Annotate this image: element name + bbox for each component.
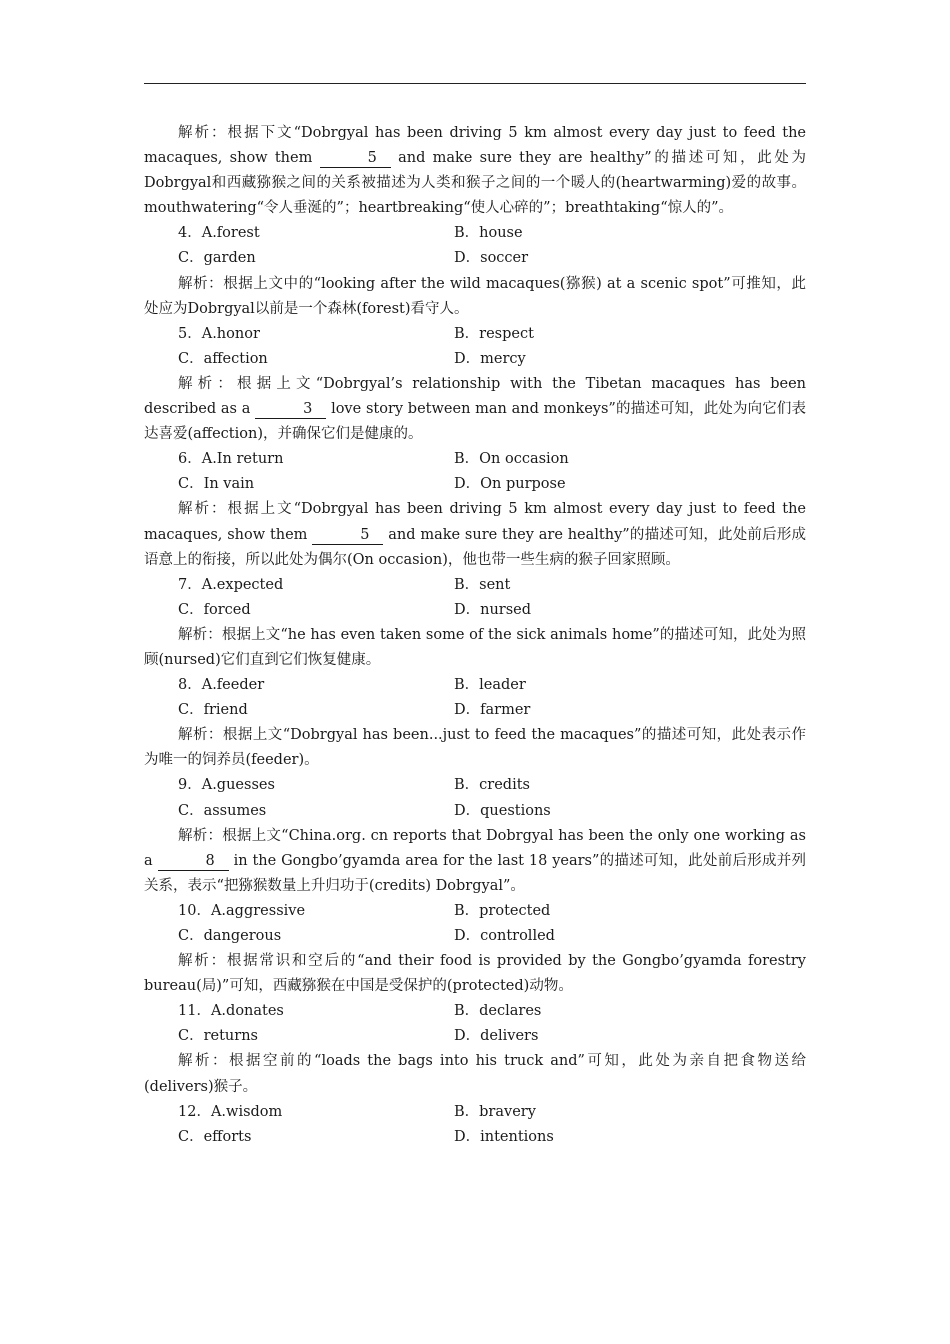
- option-b: B．house: [454, 225, 523, 242]
- options-row: [144, 899, 806, 924]
- option-d: D．controlled: [454, 928, 555, 944]
- option-d: D．On purpose: [454, 476, 566, 493]
- analysis-4: 解析：根据上文中的“looking after the wild macaques(猕猴) at a scenic spot”可推知，此处应为Dobrgyal以前是一个森林(forest)看守人。: [144, 275, 806, 317]
- options-row: [144, 598, 806, 623]
- document-body: [144, 121, 806, 1150]
- option-d: D．nursed: [454, 601, 532, 618]
- options-row: [144, 799, 806, 824]
- header-rule: [144, 83, 806, 84]
- options-row: [144, 221, 806, 246]
- analysis-7: 解析：根据上文“he has even taken some of the sick animals home”的描述可知，此处为照顾(nursed)它们直到它们恢复健康。: [144, 626, 806, 668]
- option-a: 10．A.aggressive: [178, 902, 306, 919]
- option-a: 4．A.forest: [178, 225, 260, 242]
- options-row: [144, 773, 806, 798]
- option-b: B．On occasion: [454, 451, 569, 468]
- option-a: 6．A.In return: [178, 451, 284, 468]
- options-row: [144, 246, 806, 271]
- options-row: [144, 698, 806, 723]
- blank-marker: 5: [320, 149, 391, 168]
- option-b: B．protected: [454, 902, 551, 919]
- option-c: C．affection: [178, 350, 268, 367]
- option-c: C．returns: [178, 1028, 258, 1045]
- option-a: 8．A.feeder: [178, 677, 265, 694]
- option-d: D．farmer: [454, 702, 531, 719]
- options-row: [144, 472, 806, 497]
- blank-marker: 5: [312, 526, 383, 545]
- option-b: B．sent: [454, 576, 511, 593]
- analysis-3: 解析：根据下文“Dobrgyal has been driving 5 km almost every day just to feed the macaques, show them 5 and make sure they are healthy”的描述可知，此处为Dobrgyal和西藏猕猴之间的关系被描述为人类和猴子之间的一个暖人的(heartwarming)爱的故事。mouthwatering“令人垂涎的”；heartbreaking“使人心碎的”；breathtaking“惊人的”。: [144, 125, 807, 217]
- analysis-10: 解析：根据常识和空后的“and their food is provided by the Gongbo’gyamda forestry bureau(局)”可知，西藏猕猴在中国是受保护的(protected)动物。: [144, 953, 806, 995]
- options-row: [144, 1024, 806, 1049]
- blank-marker: 8: [158, 852, 229, 871]
- options-row: [144, 573, 806, 598]
- option-b: B．credits: [454, 777, 530, 794]
- option-c: C．garden: [178, 250, 256, 267]
- analysis-6: 解析：根据上文“Dobrgyal has been driving 5 km almost every day just to feed the macaques, show them 5 and make sure they are healthy”的描述可知，此处前后形成语意上的衔接，所以此处为偶尔(On occasion)，他也带一些生病的猴子回家照顾。: [144, 501, 807, 568]
- options-row: [144, 1100, 806, 1125]
- option-d: D．delivers: [454, 1028, 539, 1045]
- analysis-5: 解析：根据上文“Dobrgyal’s relationship with the Tibetan macaques has been described as a 3 love story between man and monkeys”的描述可知，此处为向它们表达喜爱(affection)，并确保它们是健康的。: [144, 375, 807, 443]
- option-a: 7．A.expected: [178, 576, 284, 593]
- options-row: [144, 322, 806, 347]
- option-a: 9．A.guesses: [178, 777, 275, 794]
- option-b: B．bravery: [454, 1103, 536, 1120]
- blank-marker: 3: [255, 400, 326, 419]
- option-c: C．In vain: [178, 476, 255, 493]
- options-row: [144, 999, 806, 1024]
- option-a: 11．A.donates: [178, 1003, 284, 1020]
- option-c: C．forced: [178, 601, 251, 618]
- option-b: B．respect: [454, 325, 534, 342]
- option-d: D．soccer: [454, 250, 529, 267]
- option-d: D．mercy: [454, 350, 526, 367]
- analysis-11: 解析：根据空前的“loads the bags into his truck and”可知，此处为亲自把食物送给(delivers)猴子。: [144, 1053, 806, 1095]
- options-row: [144, 1125, 806, 1150]
- options-row: [144, 447, 806, 472]
- option-a: 12．A.wisdom: [178, 1103, 283, 1120]
- option-c: C．dangerous: [178, 928, 282, 944]
- analysis-8: 解析：根据上文“Dobrgyal has been...just to feed the macaques”的描述可知，此处表示作为唯一的饲养员(feeder)。: [144, 727, 806, 769]
- option-a: 5．A.honor: [178, 325, 260, 342]
- option-b: B．declares: [454, 1003, 542, 1020]
- option-c: C．friend: [178, 702, 248, 719]
- option-c: C．assumes: [178, 802, 267, 819]
- options-row: [144, 924, 806, 949]
- option-c: C．efforts: [178, 1128, 252, 1145]
- option-b: B．leader: [454, 677, 526, 694]
- analysis-9: 解析：根据上文“China.org. cn reports that Dobrgyal has been the only one working as a 8 in the Gongbo’gyamda area for the last 18 years”的描述可知，此处前后形成并列关系，表示“把猕猴数量上升归功于(credits) Dobrgyal”。: [144, 827, 806, 894]
- option-d: D．intentions: [454, 1128, 554, 1145]
- options-row: [144, 673, 806, 698]
- option-d: D．questions: [454, 802, 551, 819]
- options-row: [144, 347, 806, 372]
